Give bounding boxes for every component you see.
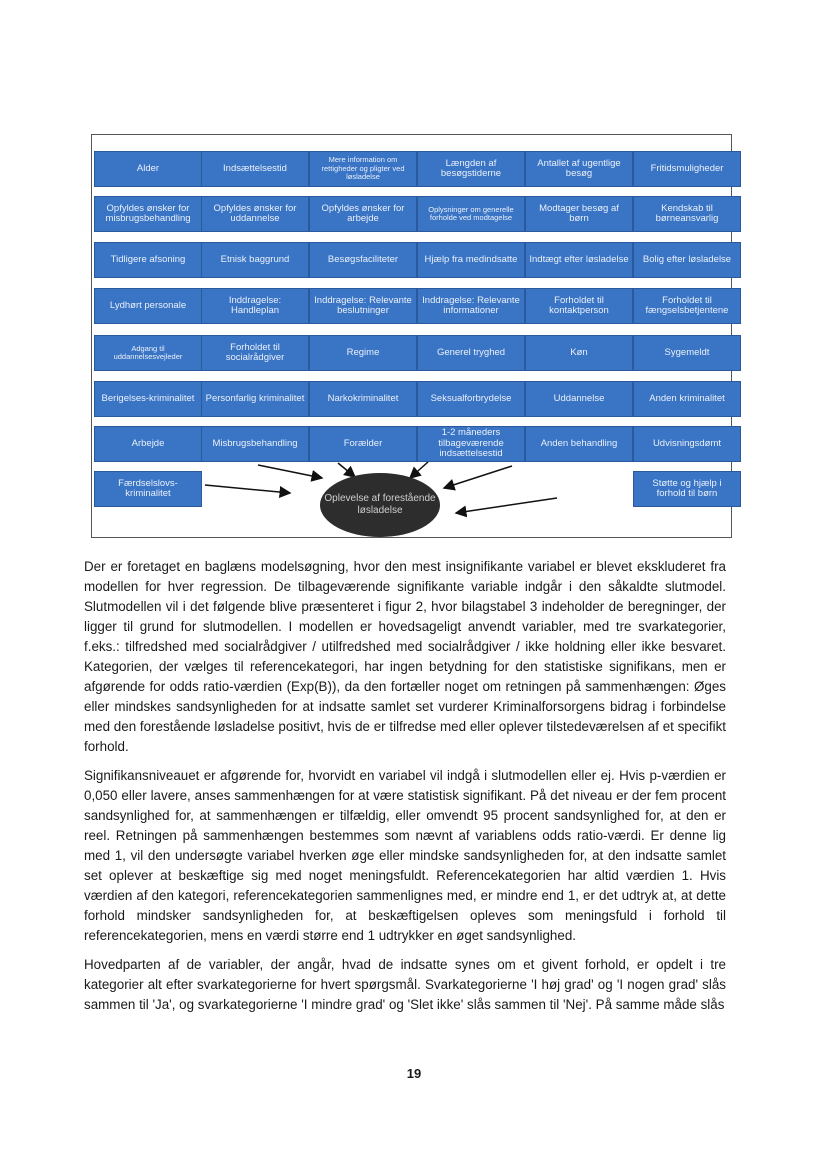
variable-box: Besøgsfaciliteter (309, 242, 417, 278)
variable-box: Alder (94, 151, 202, 187)
variable-box: Færdselslovs-kriminalitet (94, 471, 202, 507)
variable-box: Oplysninger om generelle forholde ved modtagelse (417, 196, 525, 232)
variable-box: Køn (525, 335, 633, 371)
variable-box: Bolig efter løsladelse (633, 242, 741, 278)
variable-box: Antallet af ugentlige besøg (525, 151, 633, 187)
variable-box: Inddragelse: Relevante beslutninger (309, 288, 417, 324)
variable-box: 1-2 måneders tilbageværende indsættelsestid (417, 426, 525, 462)
page-number: 19 (406, 1066, 422, 1081)
body-text (84, 557, 726, 1024)
variable-box: Adgang til uddannelsesvejleder (94, 335, 202, 371)
paragraph-2: Signifikansniveauet er afgørende for, hvorvidt en variabel vil indgå i slutmodellen eller ej. Hvis p-værdien er 0,050 eller lavere, anses sammenhængen for at være statistisk signifikant. På det niveau er der fem procent sandsynlighed for, at sammenhængen er tilfældig, eller omvendt 95 procent sandsynlighed for, at den er reel. Retningen på sammenhængen bestemmes som nævnt af variablens odds ratio-værdi. Er denne lig med 1, vil den undersøgte variabel hverken øge eller mindske sandsynligheden for, at den indsatte samlet set oplever at beskæftige sig med noget meningsfuldt. Referencekategorien har altid værdien 1. Hvis værdien af den kategori, referencekategorien sammenlignes med, er mindre end 1, er det udtryk at, at dette forhold mindsker sandsynligheden for, at beskæftigelsen opleves som meningsfuld i forhold til referencekategorien, mens en værdi større end 1 udtrykker en øget sandsynlighed. (84, 768, 726, 943)
variable-box: Opfyldes ønsker for uddannelse (201, 196, 309, 232)
variable-box: Berigelses-kriminalitet (94, 381, 202, 417)
variable-box: Lydhørt personale (94, 288, 202, 324)
paragraph-1: Der er foretaget en baglæns modelsøgning, hvor den mest insignifikante variabel er blevet ekskluderet fra modellen for hver regression. De tilbageværende signifikante variable indgår i den såkaldte slutmodel. Slutmodellen vil i det følgende blive præsenteret i figur 2, hvor bilagstabel 3 indeholder de beregninger, der ligger til grund for slutmodellen. I modellen er hovedsageligt anvendt variabler, med tre svarkategorier, f.eks.: tilfredshed med socialrådgiver / utilfredshed med socialrådgiver / ikke holdning eller ikke besvaret. Kategorien, der vælges til referencekategori, har ingen betydning for den statistiske signifikans, men er afgørende for odds ratio-værdien (Exp(B)), da den fortæller noget om retningen på sammenhængen: Øges eller mindskes sandsynligheden for at indsatte samlet set vurderer Kriminalforsorgens bidrag i forbindelse med den forestående løsladelse positivt, hvis de er tilfredse med eller oplever tilstedeværelsen af et specifikt forhold. (84, 559, 726, 754)
variable-box: Hjælp fra medindsatte (417, 242, 525, 278)
variable-box: Seksualforbrydelse (417, 381, 525, 417)
variable-box: Uddannelse (525, 381, 633, 417)
center-label: Oplevelse af forestående løsladelse (324, 493, 436, 516)
variable-box: Anden behandling (525, 426, 633, 462)
variable-box: Modtager besøg af børn (525, 196, 633, 232)
variable-box: Etnisk baggrund (201, 242, 309, 278)
variable-box: Narkokriminalitet (309, 381, 417, 417)
variable-box: Indsættelsestid (201, 151, 309, 187)
variable-box: Kendskab til børneansvarlig (633, 196, 741, 232)
variable-box: Forholdet til fængselsbetjentene (633, 288, 741, 324)
variable-box: Forholdet til kontaktperson (525, 288, 633, 324)
variable-box: Udvisningsdømt (633, 426, 741, 462)
variable-box: Arbejde (94, 426, 202, 462)
center-oval (320, 473, 440, 537)
variable-box: Regime (309, 335, 417, 371)
variable-box: Forholdet til socialrådgiver (201, 335, 309, 371)
variable-box: Inddragelse: Handleplan (201, 288, 309, 324)
variable-box: Længden af besøgstiderne (417, 151, 525, 187)
variable-box: Sygemeldt (633, 335, 741, 371)
paragraph-3: Hovedparten af de variabler, der angår, hvad de indsatte synes om et givent forhold, er opdelt i tre kategorier alt efter svarkategorierne for hvert spørgsmål. Svarkategorierne 'I høj grad' og 'I nogen grad' slås sammen til 'Ja', og svarkategorierne 'I mindre grad' og 'Slet ikke' slås sammen til 'Nej'. På samme måde slås (84, 957, 726, 1012)
variable-box: Personfarlig kriminalitet (201, 381, 309, 417)
variable-box: Opfyldes ønsker for arbejde (309, 196, 417, 232)
variable-box: Mere information om rettigheder og pligter ved løsladelse (309, 151, 417, 187)
variable-box: Fritidsmuligheder (633, 151, 741, 187)
variable-box: Støtte og hjælp i forhold til børn (633, 471, 741, 507)
variable-box: Forælder (309, 426, 417, 462)
variable-box: Generel tryghed (417, 335, 525, 371)
variable-box: Misbrugsbehandling (201, 426, 309, 462)
variable-box: Inddragelse: Relevante informationer (417, 288, 525, 324)
variable-box: Indtægt efter løsladelse (525, 242, 633, 278)
variable-box: Anden kriminalitet (633, 381, 741, 417)
variable-box: Opfyldes ønsker for misbrugsbehandling (94, 196, 202, 232)
variable-box: Tidligere afsoning (94, 242, 202, 278)
